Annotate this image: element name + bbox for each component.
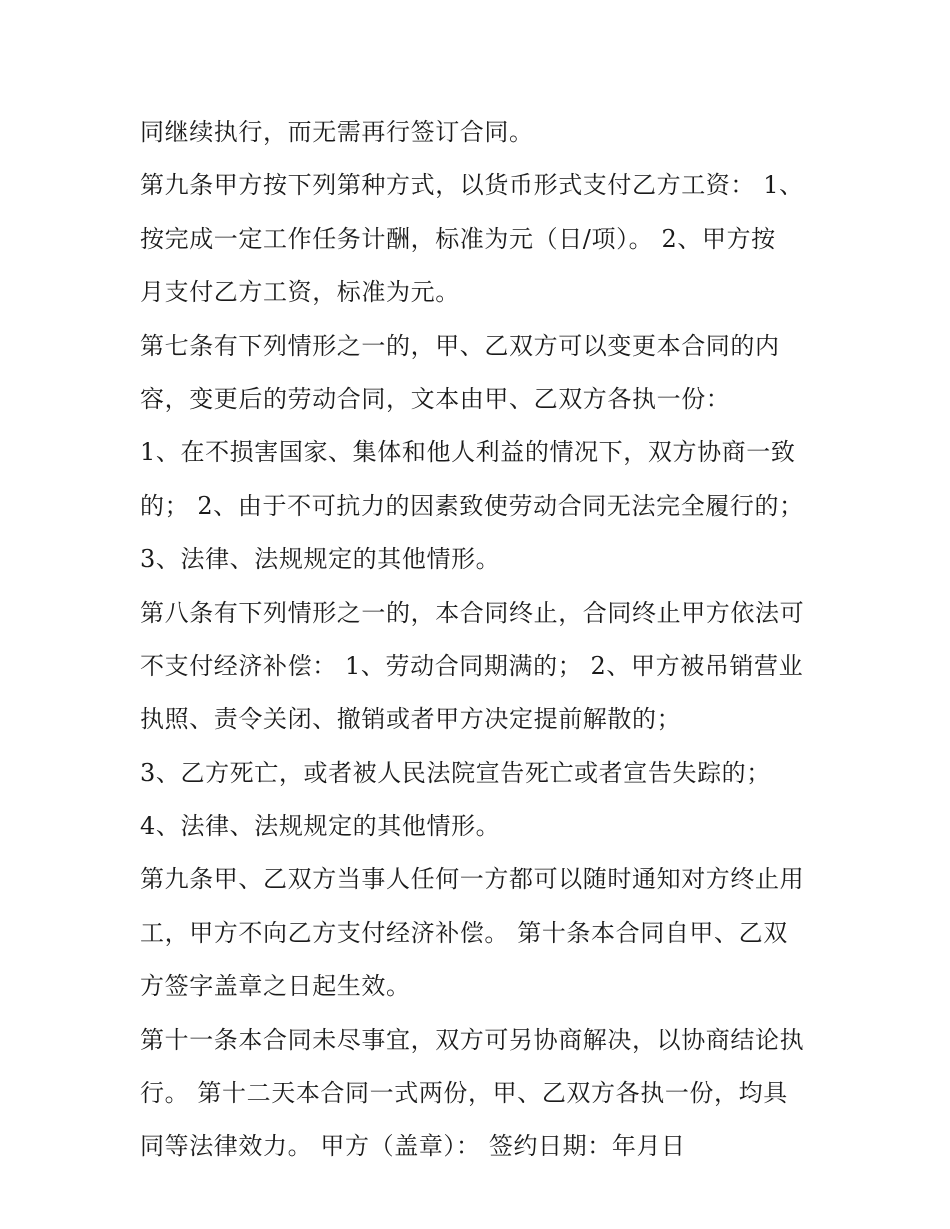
text-line: 第九条甲、乙双方当事人任何一方都可以随时通知对方终止用: [140, 865, 805, 894]
text-line: 执照、责令关闭、撤销或者甲方决定提前解散的；: [140, 705, 682, 734]
text-line: 3、法律、法规规定的其他情形。: [140, 545, 501, 574]
text-line: 容，变更后的劳动合同，文本由甲、乙双方各执一份：: [140, 384, 731, 413]
text-line: 按完成一定工作任务计酬，标准为元（日/项）。 2、甲方按: [140, 224, 776, 253]
text-line: 的； 2、由于不可抗力的因素致使劳动合同无法完全履行的；: [140, 491, 804, 520]
text-line: 不支付经济补偿： 1、劳动合同期满的； 2、甲方被吊销营业: [140, 651, 804, 680]
text-line: 第十一条本合同未尽事宜，双方可另协商解决，以协商结论执: [140, 1025, 805, 1054]
text-line: 第九条甲方按下列第种方式，以货币形式支付乙方工资： 1、: [140, 171, 804, 200]
text-line: 月支付乙方工资，标准为元。: [140, 278, 460, 307]
text-line: 同继续执行，而无需再行签订合同。: [140, 118, 534, 146]
text-line: 1、在不损害国家、集体和他人利益的情况下，双方协商一致: [140, 438, 796, 467]
text-line: 行。 第十二天本合同一式两份，甲、乙双方各执一份，均具: [140, 1079, 788, 1108]
text-line: 第七条有下列情形之一的，甲、乙双方可以变更本合同的内: [140, 331, 780, 360]
text-line: 方签字盖章之日起生效。: [140, 972, 411, 1001]
text-line: 4、法律、法规规定的其他情形。: [140, 812, 501, 841]
text-line: 工，甲方不向乙方支付经济补偿。 第十条本合同自甲、乙双: [140, 918, 788, 947]
text-line: 第八条有下列情形之一的，本合同终止，合同终止甲方依法可: [140, 598, 805, 627]
text-line: 同等法律效力。 甲方（盖章）： 签约日期：年月日: [140, 1132, 686, 1161]
document-body: [140, 106, 820, 1174]
text-line: 3、乙方死亡，或者被人民法院宣告死亡或者宣告失踪的；: [140, 758, 771, 787]
